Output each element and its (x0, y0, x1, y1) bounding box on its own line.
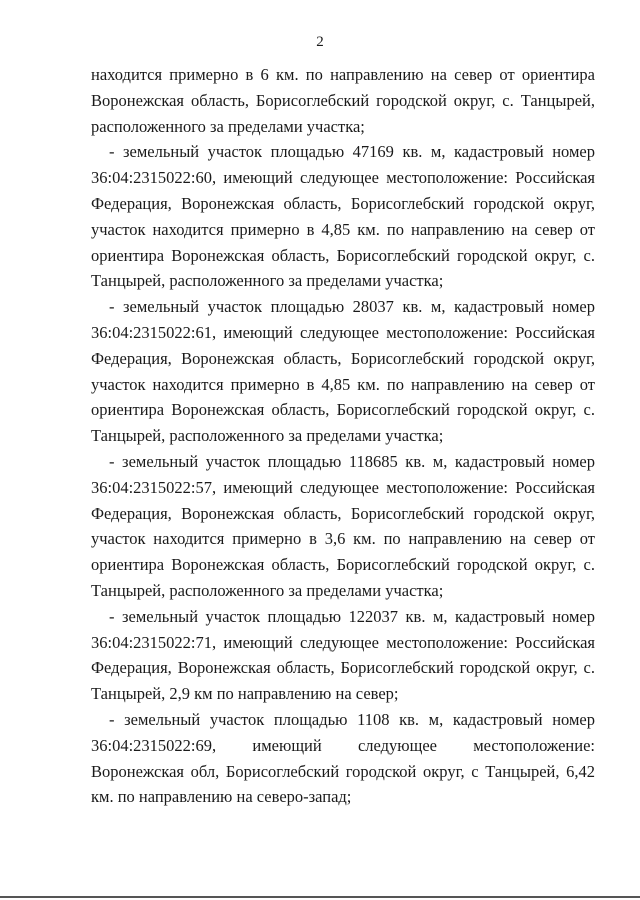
paragraph-continuation: находится примерно в 6 км. по направлению на север от ориентира Воронежская область, Борисоглебский городской округ, с. Танцырей, расположенного за пределами участка; (91, 65, 595, 136)
paragraph-parcel-71: - земельный участок площадью 122037 кв. м, кадастровый номер 36:04:2315022:71, имеющий следующее местоположение: Российская Федерация, Воронежская область, Борисоглебский городской округ, с. Танцырей, 2,9 км по направлению на север; (91, 606, 595, 704)
page-number: 2 (316, 34, 324, 50)
paragraph-parcel-57: - земельный участок площадью 118685 кв. м, кадастровый номер 36:04:2315022:57, имеющий следующее местоположение: Российская Федерация, Воронежская область, Борисоглебский городской округ, участок находится примерно в 3,6 км. по направлению на север от ориентира Воронежская область, Борисоглебский городской округ, с. Танцырей, расположенного за пределами участка; (91, 451, 595, 600)
paragraph-parcel-60: - земельный участок площадью 47169 кв. м, кадастровый номер 36:04:2315022:60, имеющий следующее местоположение: Российская Федерация, Воронежская область, Борисоглебский городской округ, участок находится примерно в 4,85 км. по направлению на север от ориентира Воронежская область, Борисоглебский городской округ, с. Танцырей, расположенного за пределами участка; (91, 142, 595, 291)
paragraph-parcel-61: - земельный участок площадью 28037 кв. м, кадастровый номер 36:04:2315022:61, имеющий следующее местоположение: Российская Федерация, Воронежская область, Борисоглебский городской округ, участок находится примерно в 4,85 км. по направлению на север от ориентира Воронежская область, Борисоглебский городской округ, с. Танцырей, расположенного за пределами участка; (91, 297, 595, 446)
document-body (91, 62, 595, 810)
bottom-page-edge (0, 896, 640, 898)
paragraph-parcel-69: - земельный участок площадью 1108 кв. м, кадастровый номер 36:04:2315022:69, имеющий следующее местоположение: Воронежская обл, Борисоглебский городской округ, с Танцырей, 6,42 км. по направлению на северо-запад; (91, 709, 595, 807)
